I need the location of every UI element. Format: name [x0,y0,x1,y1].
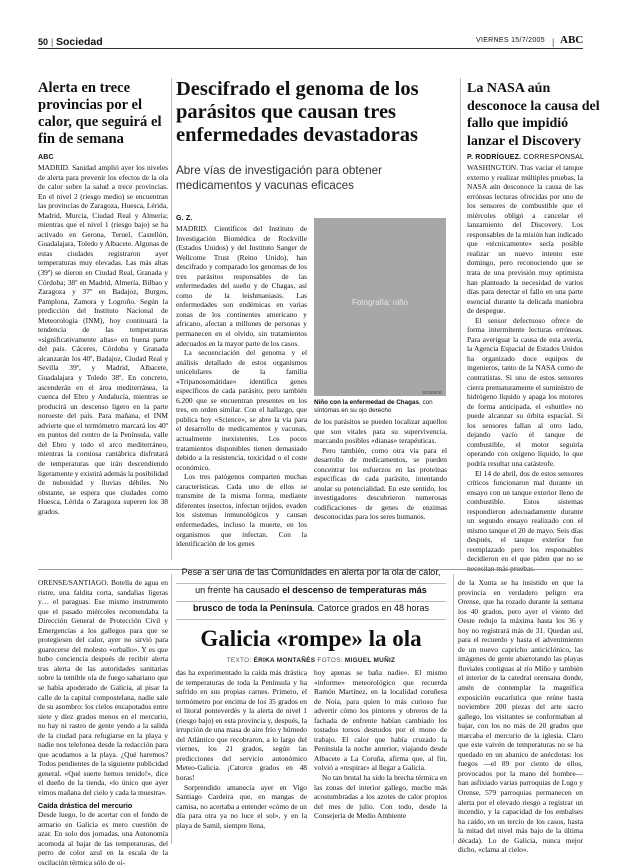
right-story-paragraph: WASHINGTON. Tras vaciar el tanque externo y realizar múltiples pruebas, la NASA aún desconoce la causa de las erróneas lecturas ofrecidas por uno de los sensores de combustible que el miércoles obligó a cancelar el lanzamiento del Discovery. Los responsables de la misión han indicado que «técnicamente» sería posible realizar un nuevo intento este domingo, pero reconociendo que se trata de una previsión muy optimista han planteado la necesidad de varios días para detectar el fallo en una parte esencial durante la delicada maniobra de despegue. [467,163,583,316]
galicia-subheading: Caída drástica del mercurio [38,800,133,810]
issue-date: VIERNES 15/7/2005 [476,37,545,44]
galicia-paragraph: hoy apenas se baña nadie». El mismo «informe» meteorológico que recuerda Ramón Martínez, en la localidad coruñesa de Noia, para quien lo más curioso fue advertir cómo los pintores y obreros de la fachada de enfrente habían cambiado los tostados torsos desnudos por el mono de trabajo. El calor que había cruzado la Península la noche anterior, viajando desde Albacete a La Coruña, afirma que, al fin, volvió a «respirar» al llegar a Galicia. [314,668,447,773]
banner-line-2 [176,584,446,597]
galicia-headline: Galicia «rompe» la ola [200,626,422,651]
main-story-paragraph: La secuenciación del genoma y el análisis detallado de estos organismos unicelulares de la familia «Tripanosomátidae» identifica genes específicos de cada parásito, pero también 6.200 que se encuentran presentes en los tres, en orden similar. Con el hallazgo, que publica hoy «Science», se abre la vía para el desarrollo de medicamentos y vacunas, actualmente inexistentes. Los pocos tratamientos disponibles tienen demasiado debido a la resistencia, toxicidad o el coste económico. [176,348,307,472]
galicia-paragraph: Desde luego, lo de acertar con el fondo de armario en Galicia es mero cuestión de azar. En solo dos jornadas, una Autonomía acomoda al bajar de las temperaturas, del perro de color azul en la escala de la oscilación térmica sólo de oí- [38,810,168,867]
column-divider [171,574,172,844]
text-credit-label: TEXTO: [226,657,252,664]
right-story-author: P. RODRÍGUEZ. [467,154,522,161]
caption-bold: Niño con la enfermedad de Chagas [314,399,419,406]
header-rule [38,48,583,49]
banner-rule [176,583,446,584]
banner-line-1: Pese a ser una de las Comunidades en alerta por la ola de calor, [181,567,441,577]
header-separator: | [51,37,54,47]
galicia-paragraph: Sorprendido amanecía ayer en Vigo Santiago Cardeira que, en mangas de camisa, no acertaba a entender «cómo de un día para otra ya no luce el sol», y en la playa de Samil, siempre llena, [176,782,307,830]
left-story-paragraph: MADRID. Sanidad amplió ayer los niveles de alerta para prevenir los efectos de la ola de calor sobre la salud a trece provincias. En el nivel 2 (riesgo medio) se encuentran las provincias de Zaragoza, Huesca, Lérida, Madrid, Murcia, Ciudad Real y Almería; mientras que el nivel 1 (riesgo bajo) se ha activado en Gerona, Teruel, Castellón, Guadalajara, Toledo y Albacete. Algunas de estas ciudades registraron ayer temperaturas muy elevadas. Las más altas (39º) se dieron en Ciudad Real, Granada y Córdoba; 38º en Madrid, Almería, Bilbao y Zaragoza y 37º en Badajoz, Burgos, Pamplona, Zamora y Logroño. Según la predicción del Instituto Nacional de Meteorología (INM), hoy continuará la tendencia de las temperaturas «significativamente altas» en buena parte del país. Cáceres, Córdoba y Granada alcanzarán los 40º, Badajoz, Ciudad Real y Sevilla 39º, y Madrid, Albacete, Guadalajara y Toledo 38º. En concreto, ascenderán en el área mediterránea, la cuenca del Ebro y Andalucía, mientras se producirá un descenso ligero en la parte noroeste del país. Para mañana, el INM advierte que el termómetro marcará los 40º en puntos del centro de la Península, valle del Ebro y todo el arco mediterráneo, mientras la corniosa cantábrica disfrutará de temperaturas que irán descendiendo ligeramente y existirá además la posibilidad de nubosidad y lluvias débiles. No obstante, se espera que ciudades como Huesca, Lérida o Zaragoza superen los 38 grados. [38,163,168,516]
left-story-body [38,163,168,516]
right-story-headline: La NASA aún desconoce la causa del fallo que impidió lanzar el Discovery [467,81,600,149]
banner-line-3 [176,602,446,615]
galicia-banner [176,566,446,620]
header-separator-2: | [552,37,555,47]
banner-line-3-plain: . Catorce grados en 48 horas [312,603,430,613]
banner-rule [176,601,446,602]
banner-line-3-bold: brusco de toda la Península [192,603,313,613]
photo-credit-author: MIGUEL MUÑIZ [344,657,396,664]
galicia-paragraph: de la Xunta se ha insistido en que la provincia en verdadero peligro era Orense, que ha rozado durante la semana los 40 grados, pero ayer el viento del Oeste redujo la máxima hasta los 36 y hoy no registrará más de 31. Quedan así, para el recuerdo y hasta el advenimiento de un nuevo capricho anticiclónico, las imágenes de gente abarrotando las playas fluviales contiguas al río Miño y también el interior de la catedral orensana donde, amén de contemplar la magnífica exposición eucarística que reúne hasta noviembre 200 piezas del arte sacro gallego, los visitantes se conformaban al bajar, con los no más de 20 grados que marcaba el mercurio de la iglesia. Claro que este vaivén de temperaturas no se ha quedado en un abanico de anécdotas: los fuegos —el 89 por ciento de ellos, provocados por la mano del hombre— han asfixiado varias parroquias de Lugo y Orense, 579 parroquias permanecen en alerta por el elevado riesgo a registrar un incendio, y la capacidad de los embalses ha caído, en un tercio de los casos, hasta la mitad del nivel más bajo de la última década). Lo de Galicia, nunca mejor dicho, «clama al cielo». [458,578,583,855]
main-story-paragraph: de los parásitos se pueden localizar aquellos que son vitales para su supervivencia, marcando posibles «dianas» terapéuticas. [314,417,447,446]
photo-placeholder-label: Fotografía: niño [351,298,409,307]
banner-line-2-plain: un frente ha causado [195,585,283,595]
newspaper-logo: ABC [560,34,584,46]
main-story-byline: G. Z. [176,215,193,222]
main-story-paragraph: MADRID. Científicos del Instituto de Investigación Biomédica de Rockville (Estados Unidos) y del Instituto Sanger de Wellcome Trust (Reino Unido), han descifrado y comparado los genomas de los tres parásitos responsables de las enfermedades del sueño y de Chagas, así como de la leishmaniasis. Las enfermedades son endémicas en varias zonas de los continentes americano y africano, afectan a millones de personas y permanecen en el olvido, sin tratamientos adecuados en la mayor parte de los casos. [176,224,307,348]
right-story-byline [467,154,584,161]
photo-credit-label: FOTOS: [317,657,343,664]
galicia-column-1 [38,578,168,867]
galicia-column-4 [458,578,583,855]
galicia-paragraph: ORENSE/SANTIAGO. Botella de agua en ristre, una faldita corta, sandalias ligeras y… el paraguas. Ese mismo instrumento que el pasado miércoles recomendaba la Dirección General de Protección Civil y Emergencias a los gallegos para que se protegiesen del calor, ayer no sirvió para guarecerse del molesto «orballo». Y es que hubo conciencia después de recibir alerta tras alerta de las autoridades sanitarias sobre la temible ola de fuego sahariano que se había apoderado de Galicia, al pisar la calle de la capital compostelana, nadie sale de su asombro: los cielos encapotados entre siete y diez grados menos en el mercurio, no hay ni rastro de gente yendo a la salida de la ciudad para refugiarse en la playa y nadie nos telefonea desde la redacción para que acudamos a la playa. ¿Qué haremos? Todos pendientes de la siguiente publicidad general. «Qué suerte hemos tenido!», dice el dueño de la tienda, «lo único que ayer vimos mañana del cielo y cada la muestra». [38,578,168,798]
main-story-paragraph: Los tres patógenos comparten muchas características. Cada uno de ellos se transmite de la misma forma, mediante diferentes insectos, infectan tejidos, evaden los sistemas inmunológicos y causan enfermedades, incluso la muerte, en los organismos que infectan. Con la identificación de los genes [176,472,307,549]
right-story-paragraph: El 14 de abril, dos de estos sensores críticos funcionaron mal durante un ensayo con un tanque exterior lleno de combustible. Estos sistemas respondieron adecuadamente durante un segundo ensayo realizado con el mismo tanque el 20 de mayo. Seis días después, el tanque exterior fue reemplazado pero los responsables decidieron en el que piden que no se [467,468,583,564]
galicia-column-2 [176,668,307,830]
right-story-role: CORRESPONSAL [523,154,585,161]
main-story-column-1 [176,224,307,549]
main-story-column-2 [314,417,447,522]
galicia-credits [176,657,446,664]
galicia-paragraph: No tan brutal ha sido la brecha térmica en las zonas del interior gallego, mucho más acostumbradas a los azotes de calor propios del mes de julio. Con todo, desde la Consejería de Medio Ambiente [314,773,447,821]
banner-line-2-bold: el descenso de temperaturas más [282,585,427,595]
right-story-body [467,163,583,574]
column-divider [171,78,172,560]
column-divider [453,574,454,844]
main-story-paragraph: Pero también, como otra vía para el desarrollo de medicamentos, se pueden concentrar los esfuerzos en las proteínas específicas de cada parásito, intentando anular su potencialidad. En este sentido, los investigadores descubrieron numerosas codificaciones de genes de enzimas desconocidas para los seres humanos. [314,445,447,522]
photo-caption [314,399,448,415]
caption-text: , con síntomas en su ojo derecho [314,399,433,414]
photo-credit: SCIENCE [422,390,443,395]
left-story-headline: Alerta en trece provincias por el calor, que seguirá el fin de semana [38,80,162,147]
section-name: Sociedad [56,36,103,48]
main-story-headline: Descifrado el genoma de los parásitos que causan tres enfermedades devastadoras [176,78,419,146]
page-number: 50 [38,37,49,47]
banner-rule [176,619,446,620]
galicia-column-3 [314,668,447,821]
column-divider [460,78,461,560]
child-photo [314,218,446,396]
main-story-subheadline: Abre vías de investigación para obtener medicamentos y vacunas eficaces [176,164,382,192]
left-story-byline: ABC [38,154,54,161]
text-credit-author: ÉRIKA MONTAÑÉS [253,657,316,664]
right-story-paragraph: El sensor defectuoso ofrece de forma intermitente lecturas erróneas. Para averiguar la causa de esta avería, la Agencia Espacial de Estados Unidos ha organizado doce equipos de ingenieros, tanto de la NASA como de contratistas. Si uno de estos sensores cierra prematuramente el suministro de hidrógeno líquido y apaga los motores de forma anticipada, el «shuttle» no puede alcanzar su órbita espacial. Si los sensores fallan al otro lado, dejando vacío el tanque de combustible, el motor seguiría operando con oxígeno líquido, lo que podría resultar una catástrofe. [467,315,583,468]
galicia-paragraph: das ha experimentado la caída más drástica de temperaturas de toda la Península y ha sufrido en sus propias carnes. Primero, el termómetro por encima de los 35 grados en el litoral ponteverdés y la alerta de nivel 1 (riesgo bajo) en esta provincia y, después, la irrupción de una masa de aire frío y húmedo del Atlántico que recobraron, a lo largo del viernes, los 21 grados, según las predicciones del servicio autonómico Meteo-Galicia. ¡Catorce grados en 48 horas! [176,668,307,783]
